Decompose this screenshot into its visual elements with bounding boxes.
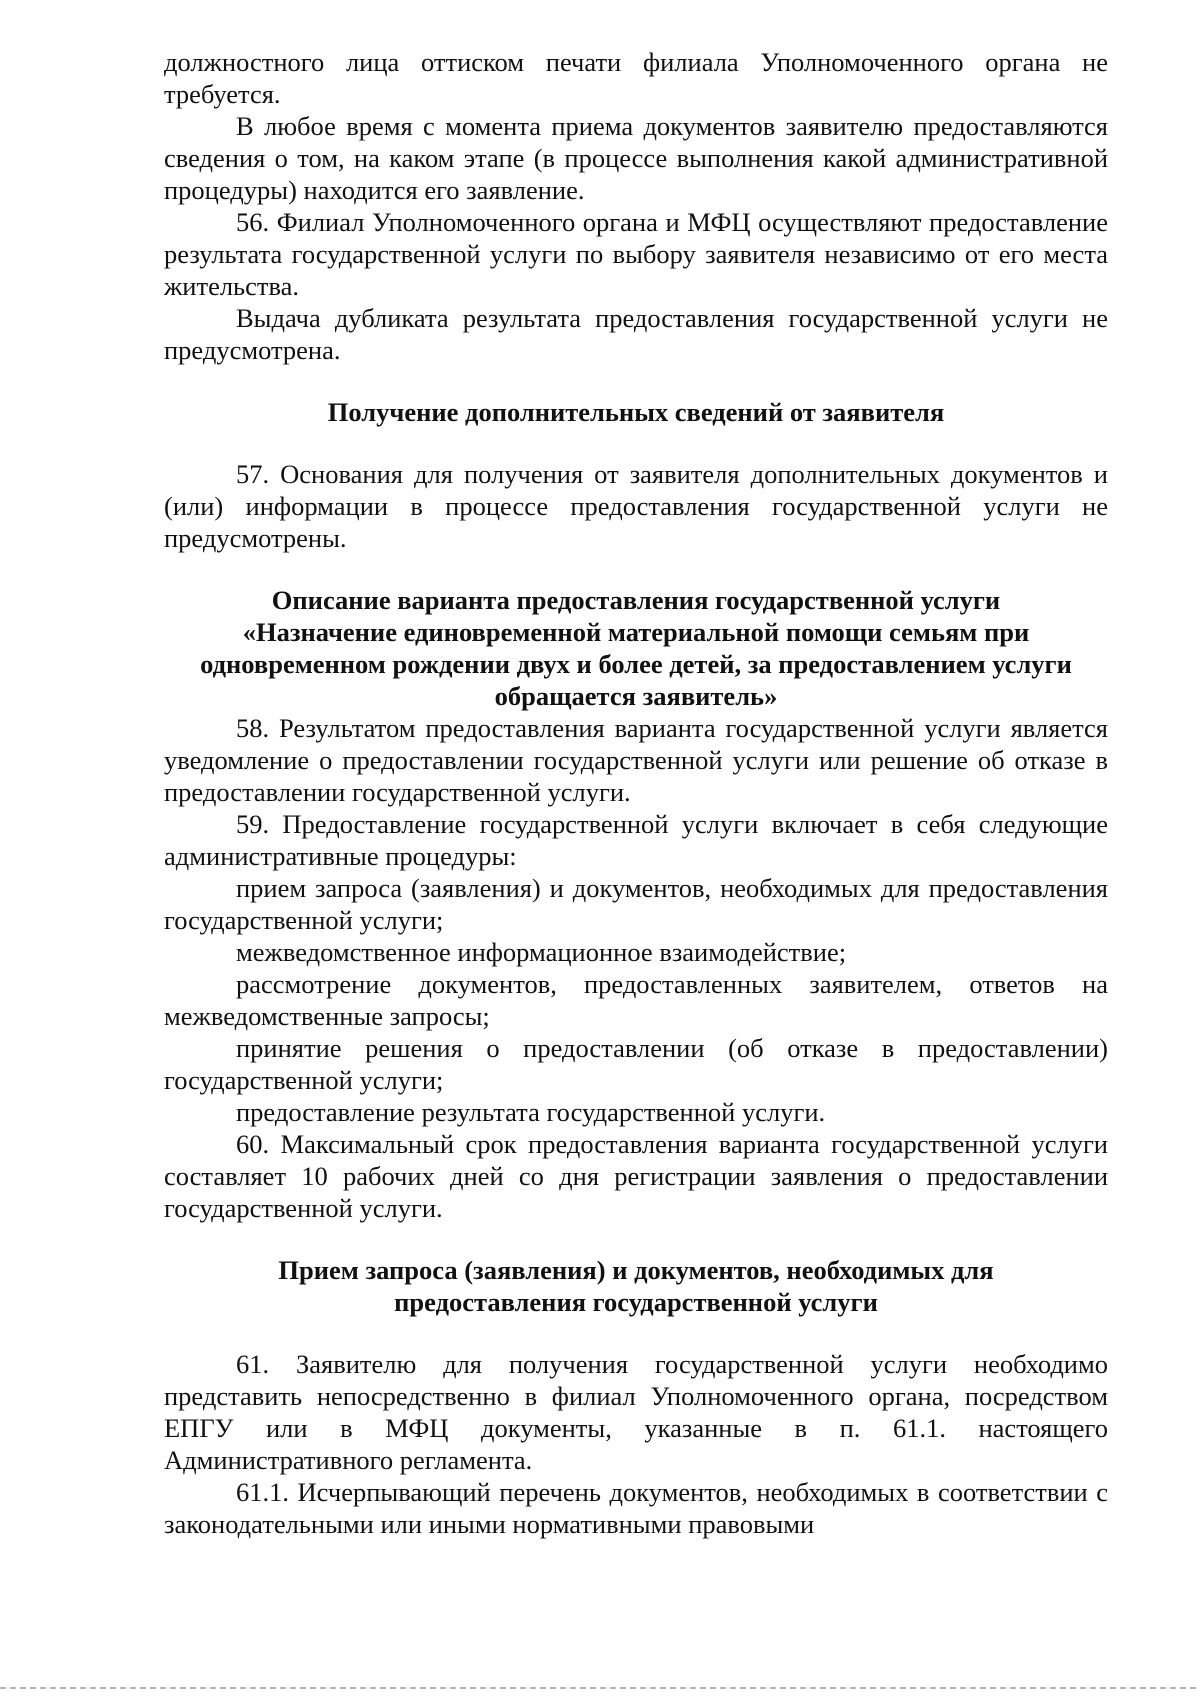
list-item-procedure: предоставление результата государственной услуги. — [236, 1097, 826, 1127]
paragraph-continuation: должностного лица оттиском печати филиала Уполномоченного органа не требуется. — [164, 47, 1108, 109]
heading-line: Прием запроса (заявления) и документов, необходимых для — [278, 1255, 994, 1285]
document-page — [164, 46, 1108, 1540]
paragraph-58: 58. Результатом предоставления варианта государственной услуги является уведомление о предоставлении государственной услуги или решение об отказе в предоставлении государственной услуги. — [164, 713, 1108, 807]
scan-edge-artifact — [0, 1687, 1200, 1689]
heading-line: «Назначение единовременной материальной помощи семьям при — [242, 617, 1030, 647]
paragraph-61-1: 61.1. Исчерпывающий перечень документов, необходимых в соответствии с законодательными или иными нормативными правовыми — [164, 1477, 1108, 1539]
heading-line: предоставления государственной услуги — [394, 1287, 878, 1317]
list-item-procedure: принятие решения о предоставлении (об отказе в предоставлении) государственной услуги; — [164, 1033, 1108, 1095]
paragraph-status-info: В любое время с момента приема документов заявителю предоставляются сведения о том, на каком этапе (в процессе выполнения какой административной процедуры) находится его заявление. — [164, 111, 1108, 205]
heading-line: обращается заявитель» — [494, 681, 778, 711]
list-item-procedure: рассмотрение документов, предоставленных заявителем, ответов на межведомственные запросы; — [164, 969, 1108, 1031]
list-item-procedure: прием запроса (заявления) и документов, необходимых для предоставления государственной услуги; — [164, 873, 1108, 935]
paragraph-57: 57. Основания для получения от заявителя дополнительных документов и (или) информации в процессе предоставления государственной услуги не предусмотрены. — [164, 459, 1108, 553]
heading-line: Описание варианта предоставления государственной услуги — [271, 585, 1001, 615]
paragraph-duplicate: Выдача дубликата результата предоставления государственной услуги не предусмотрена. — [164, 303, 1108, 365]
paragraph-60: 60. Максимальный срок предоставления варианта государственной услуги составляет 10 рабочих дней со дня регистрации заявления о предоставлении государственной услуги. — [164, 1129, 1108, 1223]
paragraph-59: 59. Предоставление государственной услуги включает в себя следующие административные процедуры: — [164, 809, 1108, 871]
paragraph-61: 61. Заявителю для получения государственной услуги необходимо представить непосредственно в филиал Уполномоченного органа, посредством ЕПГУ или в МФЦ документы, указанные в п. 61.1. настоящего Административного регламента. — [164, 1349, 1108, 1475]
list-item-procedure: межведомственное информационное взаимодействие; — [236, 937, 847, 967]
heading-line: одновременном рождении двух и более детей, за предоставлением услуги — [200, 649, 1072, 679]
section-heading-service-variant — [164, 584, 1108, 712]
section-heading-request-reception — [164, 1254, 1108, 1318]
paragraph-56: 56. Филиал Уполномоченного органа и МФЦ осуществляют предоставление результата государственной услуги по выбору заявителя независимо от его места жительства. — [164, 207, 1108, 301]
section-heading-additional-info: Получение дополнительных сведений от заявителя — [327, 397, 945, 427]
